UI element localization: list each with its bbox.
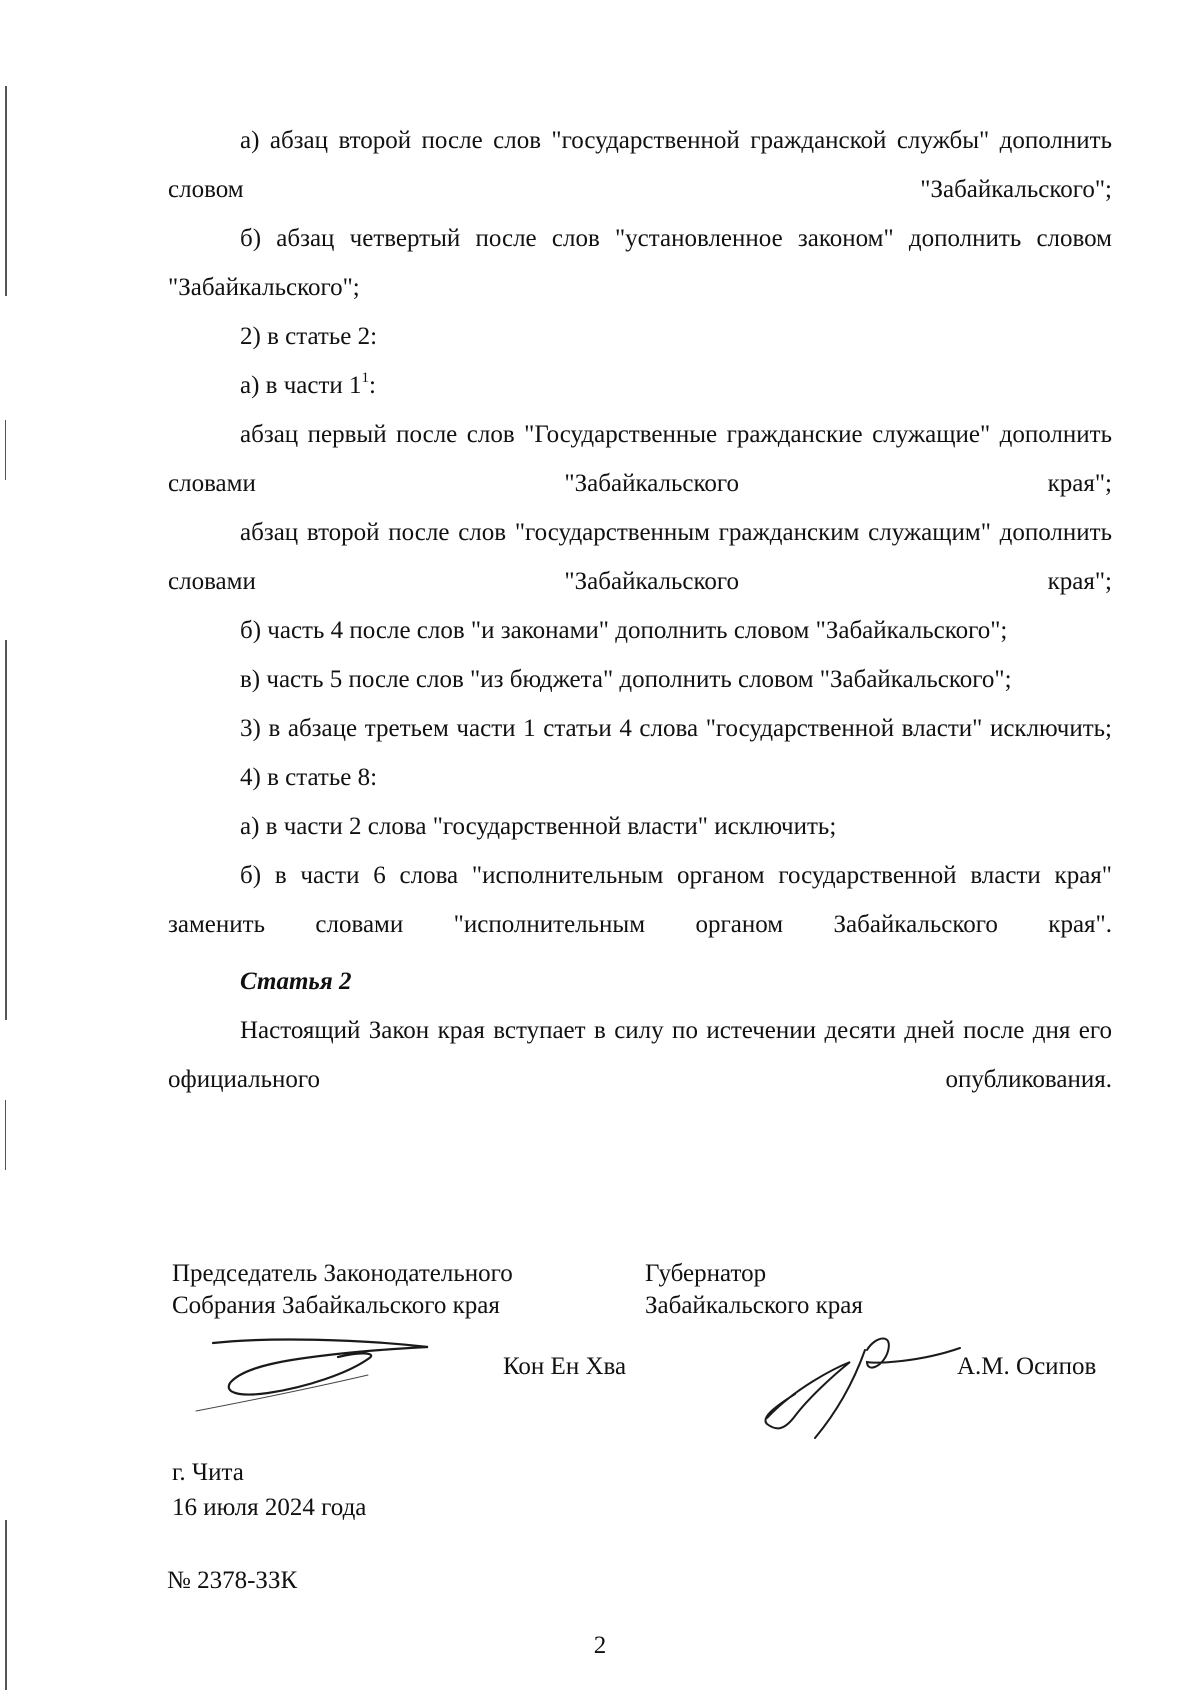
scan-edge-mark xyxy=(5,1520,7,1690)
left-signatory-name: Кон Ен Хва xyxy=(503,1353,627,1380)
right-title-line: Губернатор xyxy=(645,1260,767,1287)
left-signatory-title xyxy=(172,1258,513,1322)
page-number: 2 xyxy=(593,1632,607,1659)
paragraph: абзац первый после слов "Государственные гражданские служащие" дополнить словами "Забайкальского края"; xyxy=(168,421,1112,497)
signing-place-date xyxy=(172,1455,366,1525)
paragraph: 3) в абзаце третьем части 1 статьи 4 слова "государственной власти" исключить; xyxy=(240,715,1112,742)
scan-edge-mark xyxy=(5,420,6,480)
left-title-line: Председатель Законодательного xyxy=(172,1260,513,1287)
left-handwritten-signature xyxy=(188,1335,438,1415)
paragraph: б) часть 4 после слов "и законами" дополнить словом "Забайкальского"; xyxy=(240,617,1008,644)
part-item-superscript: 1 xyxy=(361,369,370,386)
scan-edge-mark xyxy=(5,640,7,1020)
law-body-text xyxy=(168,116,1112,1104)
part-item-text: а) в части 1 xyxy=(240,372,362,399)
left-title-line: Собрания Забайкальского края xyxy=(172,1292,500,1319)
paragraph: а) абзац второй после слов "государственной гражданской службы" дополнить словом "Забайкальского"; xyxy=(168,127,1112,203)
right-handwritten-signature xyxy=(755,1328,965,1448)
paragraph: б) в части 6 слова "исполнительным органом государственной власти края" заменить словами "исполнительным органом Забайкальского края". xyxy=(168,862,1112,938)
paragraph-part-item xyxy=(168,361,1112,410)
article-heading: Статья 2 xyxy=(240,968,352,995)
paragraph: 4) в статье 8: xyxy=(240,764,378,791)
right-title-line: Забайкальского края xyxy=(645,1292,863,1319)
signing-date: 16 июля 2024 года xyxy=(172,1494,367,1521)
right-signatory-title xyxy=(645,1258,863,1322)
right-signatory-name: А.М. Осипов xyxy=(957,1353,1097,1380)
paragraph: абзац второй после слов "государственным гражданским служащим" дополнить словами "Забайкальского края"; xyxy=(168,519,1112,595)
paragraph: а) в части 2 слова "государственной власти" исключить; xyxy=(240,813,837,840)
paragraph: 2) в статье 2: xyxy=(240,323,378,350)
law-number: № 2378-ЗЗК xyxy=(167,1567,298,1594)
signing-city: г. Чита xyxy=(172,1459,244,1486)
article-paragraph: Настоящий Закон края вступает в силу по истечении десяти дней после дня его официального опубликования. xyxy=(168,1017,1112,1093)
paragraph: в) часть 5 после слов "из бюджета" дополнить словом "Забайкальского"; xyxy=(240,666,1012,693)
paragraph: б) абзац четвертый после слов "установленное законом" дополнить словом "Забайкальского"; xyxy=(168,225,1112,301)
part-item-suffix: : xyxy=(369,372,376,399)
scan-edge-mark xyxy=(5,86,7,296)
scan-edge-mark xyxy=(5,1100,6,1170)
